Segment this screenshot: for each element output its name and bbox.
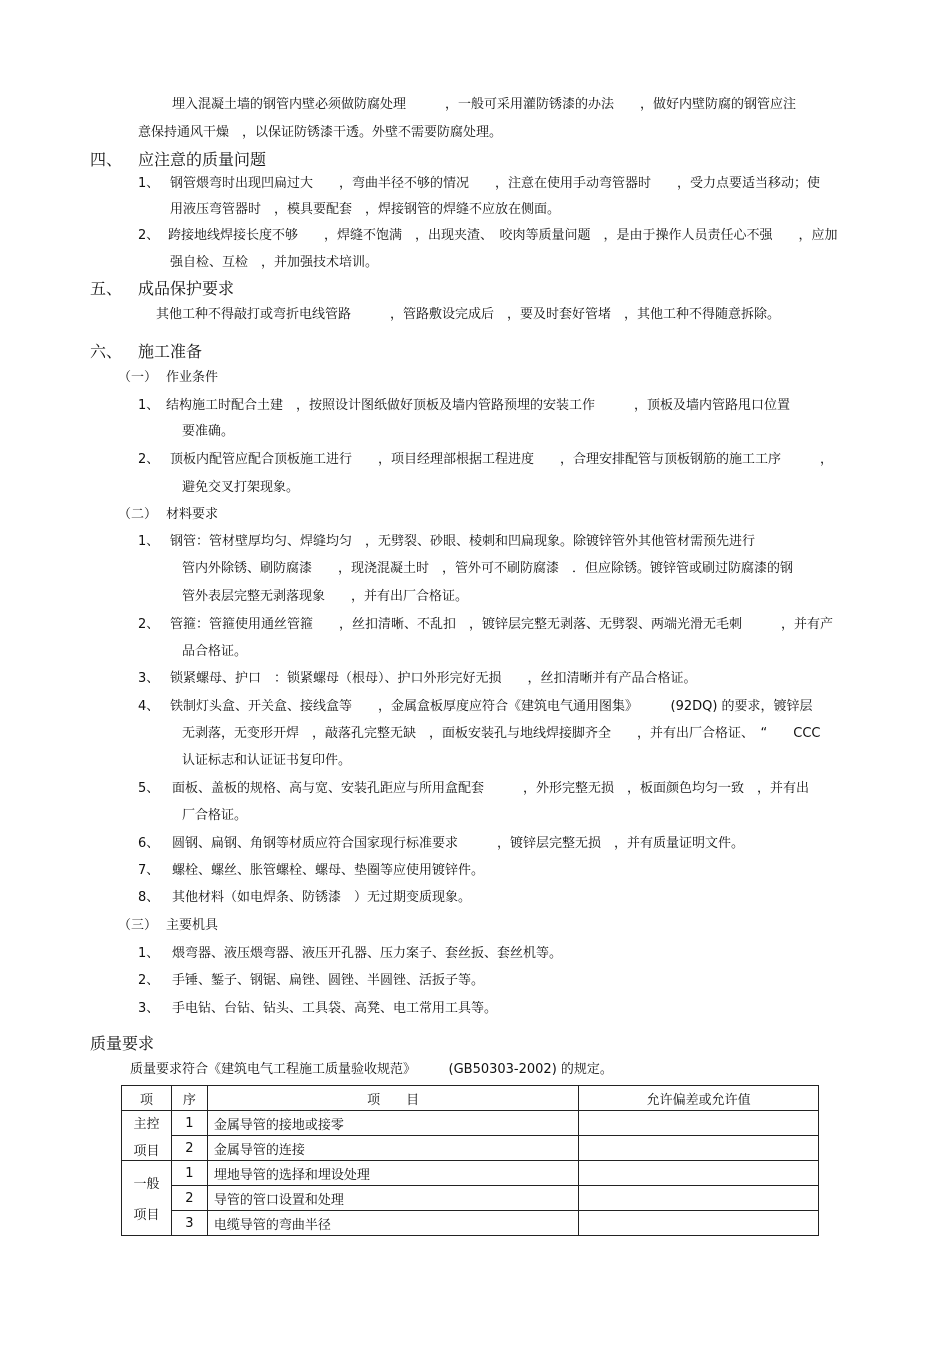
row-item: 电缆导管的弯曲半径 <box>207 1211 578 1236</box>
table-row <box>122 1211 819 1236</box>
sub2-item-1-number: 1、 <box>138 534 160 549</box>
row-seq: 2 <box>171 1186 207 1211</box>
sub2-item-4-number: 4、 <box>138 699 160 714</box>
table-header-row <box>122 1086 819 1111</box>
sub2-item-5-line-1: 面板、盖板的规格、高与宽、安装孔距应与所用盒配套 ，外形完整无损 ，板面颜色均匀一致 ，并有出 <box>172 781 810 796</box>
section-4-title: 应注意的质量问题 <box>138 150 267 169</box>
sec4-item-1-line-1: 钢管煨弯时出现凹扁过大 ，弯曲半径不够的情况 ，注意在使用手动弯管器时 ，受力点要适当移动；使 <box>170 176 821 191</box>
sub2-item-2-number: 2、 <box>138 617 160 632</box>
sub3-item-2-number: 2、 <box>138 973 160 988</box>
quality-table <box>121 1085 819 1236</box>
sub1-item-2-line-1: 顶板内配管应配合顶板施工进行 ，项目经理部根据工程进度 ，合理安排配管与顶板钢筋的施工工序 ， <box>170 452 834 467</box>
sub3-item-3-number: 3、 <box>138 1001 160 1016</box>
sub2-item-1-line-2: 管内外除锈、刷防腐漆 ，现浇混凝土时 ，管外可不刷防腐漆 ．但应除锈。镀锌管或刷过防腐漆的钢 <box>182 561 794 576</box>
header-item: 项 目 <box>207 1086 578 1111</box>
row-value <box>579 1211 819 1236</box>
section-6-number: 六、 <box>90 342 123 361</box>
section-5-title: 成品保护要求 <box>138 279 235 298</box>
group-1-label-line-2: 项目 <box>133 1143 160 1159</box>
sub-1-number: （一） <box>118 370 158 385</box>
table-row <box>122 1186 819 1211</box>
sub3-item-2-line-1: 手锤、錾子、钢锯、扁锉、圆锉、半圆锉、活扳子等。 <box>172 973 485 988</box>
sub1-item-1-line-1: 结构施工时配合土建 ，按照设计图纸做好顶板及墙内管路预埋的安装工作 ，顶板及墙内管路甩口位置 <box>166 398 791 413</box>
sub2-item-4-line-3: 认证标志和认证证书复印件。 <box>182 753 352 768</box>
row-value <box>579 1186 819 1211</box>
sec4-item-1-number: 1、 <box>138 176 160 191</box>
sub2-item-6-line-1: 圆钢、扁钢、角钢等材质应符合国家现行标准要求 ，镀锌层完整无损 ，并有质量证明文件。 <box>172 836 745 851</box>
row-item: 金属导管的接地或接零 <box>207 1111 578 1136</box>
sub2-item-1-line-3: 管外表层完整无剥落现象 ，并有出厂合格证。 <box>182 589 469 604</box>
section-5-text: 其他工种不得敲打或弯折电线管路 ，管路敷设完成后 ，要及时套好管堵 ，其他工种不得随意拆除。 <box>156 307 781 322</box>
sub3-item-1-number: 1、 <box>138 946 160 961</box>
sub2-item-3-line-1: 锁紧螺母、护口 ：锁紧螺母（根母）、护口外形完好无损 ，丝扣清晰并有产品合格证。 <box>170 671 697 686</box>
group-2-label-line-1: 一般 <box>133 1177 160 1192</box>
sub-1-title: 作业条件 <box>166 370 219 385</box>
table-row <box>122 1136 819 1161</box>
quality-title: 质量要求 <box>90 1034 155 1053</box>
sub2-item-5-line-2: 厂合格证。 <box>182 808 248 823</box>
sub-2-number: （二） <box>118 507 158 522</box>
sub1-item-1-number: 1、 <box>138 398 160 413</box>
header-seq: 序 <box>171 1086 207 1111</box>
sub2-item-1-line-1: 钢管：管材壁厚均匀、焊缝均匀 ，无劈裂、砂眼、棱刺和凹扁现象。除镀锌管外其他管材需预先进行 <box>170 534 756 549</box>
row-item: 埋地导管的选择和埋设处理 <box>207 1161 578 1186</box>
sub2-item-8-line-1: 其他材料（如电焊条、防锈漆 ）无过期变质现象。 <box>172 890 472 905</box>
header-category: 项 <box>122 1086 172 1111</box>
sub2-item-8-number: 8、 <box>138 890 160 905</box>
sub2-item-3-number: 3、 <box>138 671 160 686</box>
sub2-item-6-number: 6、 <box>138 836 160 851</box>
sec4-item-2-line-2: 强自检、互检 ，并加强技术培训。 <box>170 255 379 270</box>
row-value <box>579 1136 819 1161</box>
section-5-number: 五、 <box>90 279 123 298</box>
table-row <box>122 1161 819 1186</box>
sub2-item-5-number: 5、 <box>138 781 160 796</box>
section-6-title: 施工准备 <box>138 342 203 361</box>
row-seq: 1 <box>171 1111 207 1136</box>
header-value: 允许偏差或允许值 <box>579 1086 819 1111</box>
intro-line-2: 意保持通风干燥 ，以保证防锈漆干透。外壁不需要防腐处理。 <box>138 125 503 140</box>
sub1-item-2-line-2: 避免交叉打架现象。 <box>182 480 300 495</box>
group-1-label-line-1: 主控 <box>133 1116 160 1132</box>
sub2-item-2-line-1: 管箍：管箍使用通丝管箍 ，丝扣清晰、不乱扣 ，镀锌层完整无剥落、无劈裂、两端光滑无毛刺 ，并有产 <box>170 617 834 632</box>
sub-3-title: 主要机具 <box>166 918 219 933</box>
sec4-item-1-line-2: 用液压弯管器时 ，模具要配套 ，焊接钢管的焊缝不应放在侧面。 <box>170 202 561 217</box>
group-2-label-line-2: 项目 <box>133 1208 160 1223</box>
sub3-item-1-line-1: 煨弯器、液压煨弯器、液压开孔器、压力案子、套丝扳、套丝机等。 <box>172 946 563 961</box>
section-4-number: 四、 <box>90 150 123 169</box>
table-row <box>122 1111 819 1136</box>
row-item: 导管的管口设置和处理 <box>207 1186 578 1211</box>
sub-2-title: 材料要求 <box>166 507 219 522</box>
sub-3-number: （三） <box>118 918 158 933</box>
group-main-control-label <box>122 1111 172 1161</box>
row-seq: 2 <box>171 1136 207 1161</box>
intro-line-1: 埋入混凝土墙的钢管内壁必须做防腐处理 ，一般可采用灌防锈漆的办法 ，做好内壁防腐的钢管应注 <box>172 97 797 112</box>
sub3-item-3-line-1: 手电钻、台钻、钻头、工具袋、高凳、电工常用工具等。 <box>172 1001 498 1016</box>
row-seq: 1 <box>171 1161 207 1186</box>
sub2-item-7-line-1: 螺栓、螺丝、胀管螺栓、螺母、垫圈等应使用镀锌件。 <box>172 863 485 878</box>
sec4-item-2-line-1: 跨接地线焊接长度不够 ，焊缝不饱满 ，出现夹渣、 咬肉等质量问题 ，是由于操作人员责任心不强 ，应加 <box>168 228 838 243</box>
quality-text: 质量要求符合《建筑电气工程施工质量验收规范》 (GB50303-2002) 的规定。 <box>130 1062 613 1077</box>
sub2-item-4-line-1: 铁制灯头盒、开关盒、接线盒等 ，金属盒板厚度应符合《建筑电气通用图集》 (92DQ) 的要求，镀锌层 <box>170 699 813 714</box>
group-general-label <box>122 1161 172 1236</box>
sub2-item-7-number: 7、 <box>138 863 160 878</box>
sub2-item-2-line-2: 品合格证。 <box>182 644 248 659</box>
row-value <box>579 1111 819 1136</box>
row-value <box>579 1161 819 1186</box>
sub2-item-4-line-2: 无剥落，无变形开焊 ，敲落孔完整无缺 ，面板安装孔与地线焊接脚齐全 ，并有出厂合格证、 “ CCC <box>182 726 821 741</box>
sec4-item-2-number: 2、 <box>138 228 160 243</box>
sub1-item-2-number: 2、 <box>138 452 160 467</box>
row-seq: 3 <box>171 1211 207 1236</box>
row-item: 金属导管的连接 <box>207 1136 578 1161</box>
sub1-item-1-line-2: 要准确。 <box>182 424 235 439</box>
